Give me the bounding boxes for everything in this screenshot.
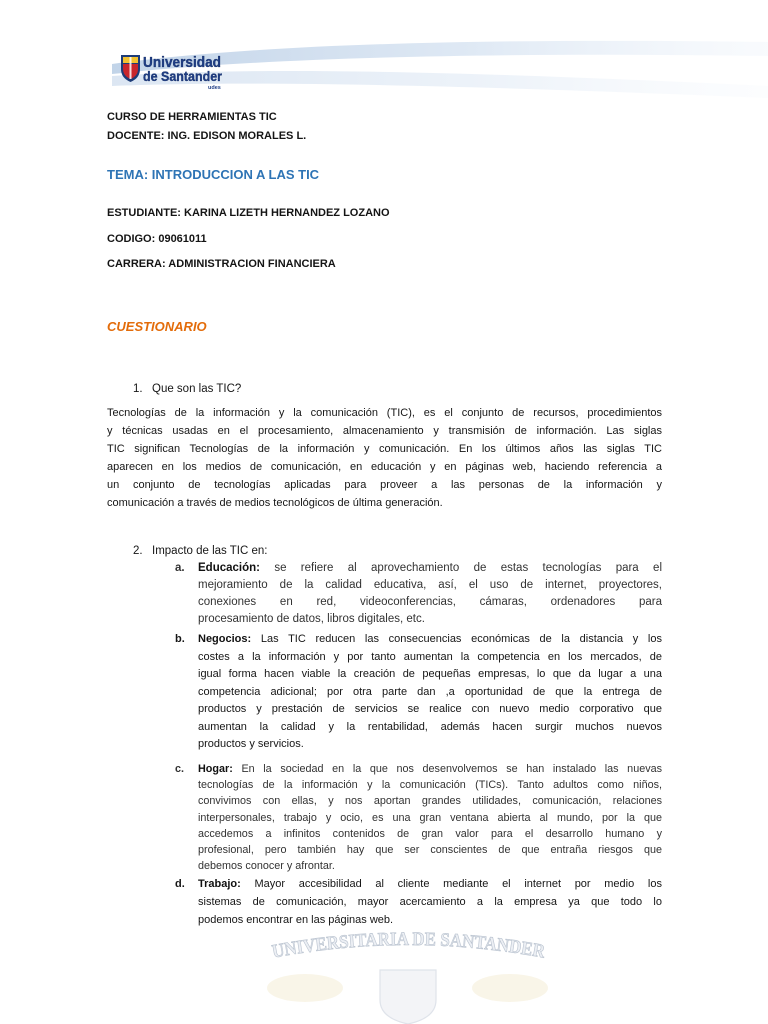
item-line <box>198 560 662 577</box>
student-name: ESTUDIANTE: KARINA LIZETH HERNANDEZ LOZANO <box>107 207 390 219</box>
item-line: conexiones en red, videoconferencias, cámaras, ordenadores para <box>198 596 662 608</box>
letterhead <box>0 0 768 110</box>
item-term: Trabajo: <box>198 878 241 890</box>
watermark-text-shape <box>270 929 546 963</box>
watermark-ornament-left <box>267 974 343 1002</box>
item-line-text: En la sociedad en la que nos desenvolvemos se han instalado las nuevas <box>241 763 663 775</box>
impact-item-education <box>198 560 662 628</box>
item-line: costes a la información y por tanto aumentan la competencia en los mercados, de <box>198 650 662 663</box>
logo-line1: Universidad <box>143 54 221 71</box>
item-line-text: se refiere al aprovechamiento de estas tecnologías para el <box>274 562 662 574</box>
item-letter: a. <box>175 562 185 574</box>
item-line: sistemas de comunicación, mayor acercamiento a la empresa ya que todo lo <box>198 896 662 908</box>
item-letter: d. <box>175 878 185 890</box>
item-line: procesamiento de datos, libros digitales, etc. <box>198 613 425 625</box>
answer-line: comunicación a través de medios tecnológicos de última generación. <box>107 497 443 509</box>
item-line-text: Las TIC reducen las consecuencias económicas de la distancia y los <box>260 633 662 645</box>
item-line: aumentan la calidad y la rentabilidad, además hacen surgir muchos nuevos <box>198 720 662 733</box>
item-line: debemos conocer y afrontar. <box>198 860 335 873</box>
item-line <box>198 875 662 893</box>
watermark-crest-icon <box>380 970 436 1024</box>
item-line: interpersonales, trabajo y ocio, es una gran ventana abierta al mundo, por la que <box>198 811 662 824</box>
logo-line2: de Santander <box>143 68 223 84</box>
answer-line: y técnicas usadas en el procesamiento, almacenamiento y transmisión de información. Las siglas <box>107 425 662 437</box>
item-line: igual forma hacen viable la creación de pequeñas empresas, lo que da lugar a una <box>198 668 662 680</box>
student-code: CODIGO: 09061011 <box>107 233 207 245</box>
item-line: podemos encontrar en las páginas web. <box>198 914 394 926</box>
item-term: Negocios: <box>198 633 252 645</box>
item-line <box>198 631 662 649</box>
logo-tag: udes <box>208 85 221 91</box>
item-line: accedemos a infinitos contenidos de gran valor para el desarrollo humano y <box>198 827 662 840</box>
item-line: tecnologías de la información y la comunicación (TICs). Tanto adultos como niños, <box>198 779 662 792</box>
item-letter: b. <box>175 633 185 645</box>
question-number: 1. <box>133 383 143 395</box>
item-term: Educación: <box>198 562 260 574</box>
item-line-text: Mayor accesibilidad al cliente mediante el internet por medio los <box>254 878 662 890</box>
item-term: Hogar: <box>198 763 233 775</box>
item-line <box>198 761 662 777</box>
item-line: profesional, pero también hay que ser conscientes de que entraña riesgos que <box>198 844 662 857</box>
teacher-name: DOCENTE: ING. EDISON MORALES L. <box>107 130 307 142</box>
answer-line: TIC significan Tecnologías de la información y comunicación. En los últimos años las siglas TIC <box>107 443 662 455</box>
answer-line: Tecnologías de la información y la comunicación (TIC), es el conjunto de recursos, procedimientos <box>107 407 662 419</box>
watermark-text: UNIVERSITARIA DE SANTANDER <box>270 928 548 963</box>
answer-line: aparecen en los medios de comunicación, en educación y en páginas web, haciendo referencia a <box>107 461 662 473</box>
student-career: CARRERA: ADMINISTRACION FINANCIERA <box>107 258 336 270</box>
question-text: Que son las TIC? <box>152 383 242 395</box>
section-title: CUESTIONARIO <box>107 319 207 334</box>
item-letter: c. <box>175 763 185 775</box>
item-line: productos y servicios. <box>198 738 304 750</box>
impact-item-home <box>198 761 662 874</box>
answer-line: un conjunto de tecnologías aplicadas para proveer a las personas de la información y <box>107 479 662 491</box>
course-name: CURSO DE HERRAMIENTAS TIC <box>107 111 277 123</box>
impact-item-work <box>198 875 662 929</box>
impact-item-business <box>198 631 662 754</box>
item-line: convivimos con ellas, y nos aportan grandes utilidades, comunicación, relaciones <box>198 795 662 808</box>
item-line: competencia adicional; por otra parte dan ,a oportunidad de que la entrega de <box>198 685 662 698</box>
item-line: mejoramiento de la calidad educativa, así, el uso de internet, proyectores, <box>198 579 662 591</box>
item-line: productos y prestación de servicios se realice con nuevo medio corporativo que <box>198 703 662 715</box>
answer-paragraph <box>107 404 662 512</box>
topic-title: TEMA: INTRODUCCION A LAS TIC <box>107 167 320 182</box>
question-text: Impacto de las TIC en: <box>152 545 268 557</box>
watermark-ornament-right <box>472 974 548 1002</box>
question-number: 2. <box>133 545 143 557</box>
